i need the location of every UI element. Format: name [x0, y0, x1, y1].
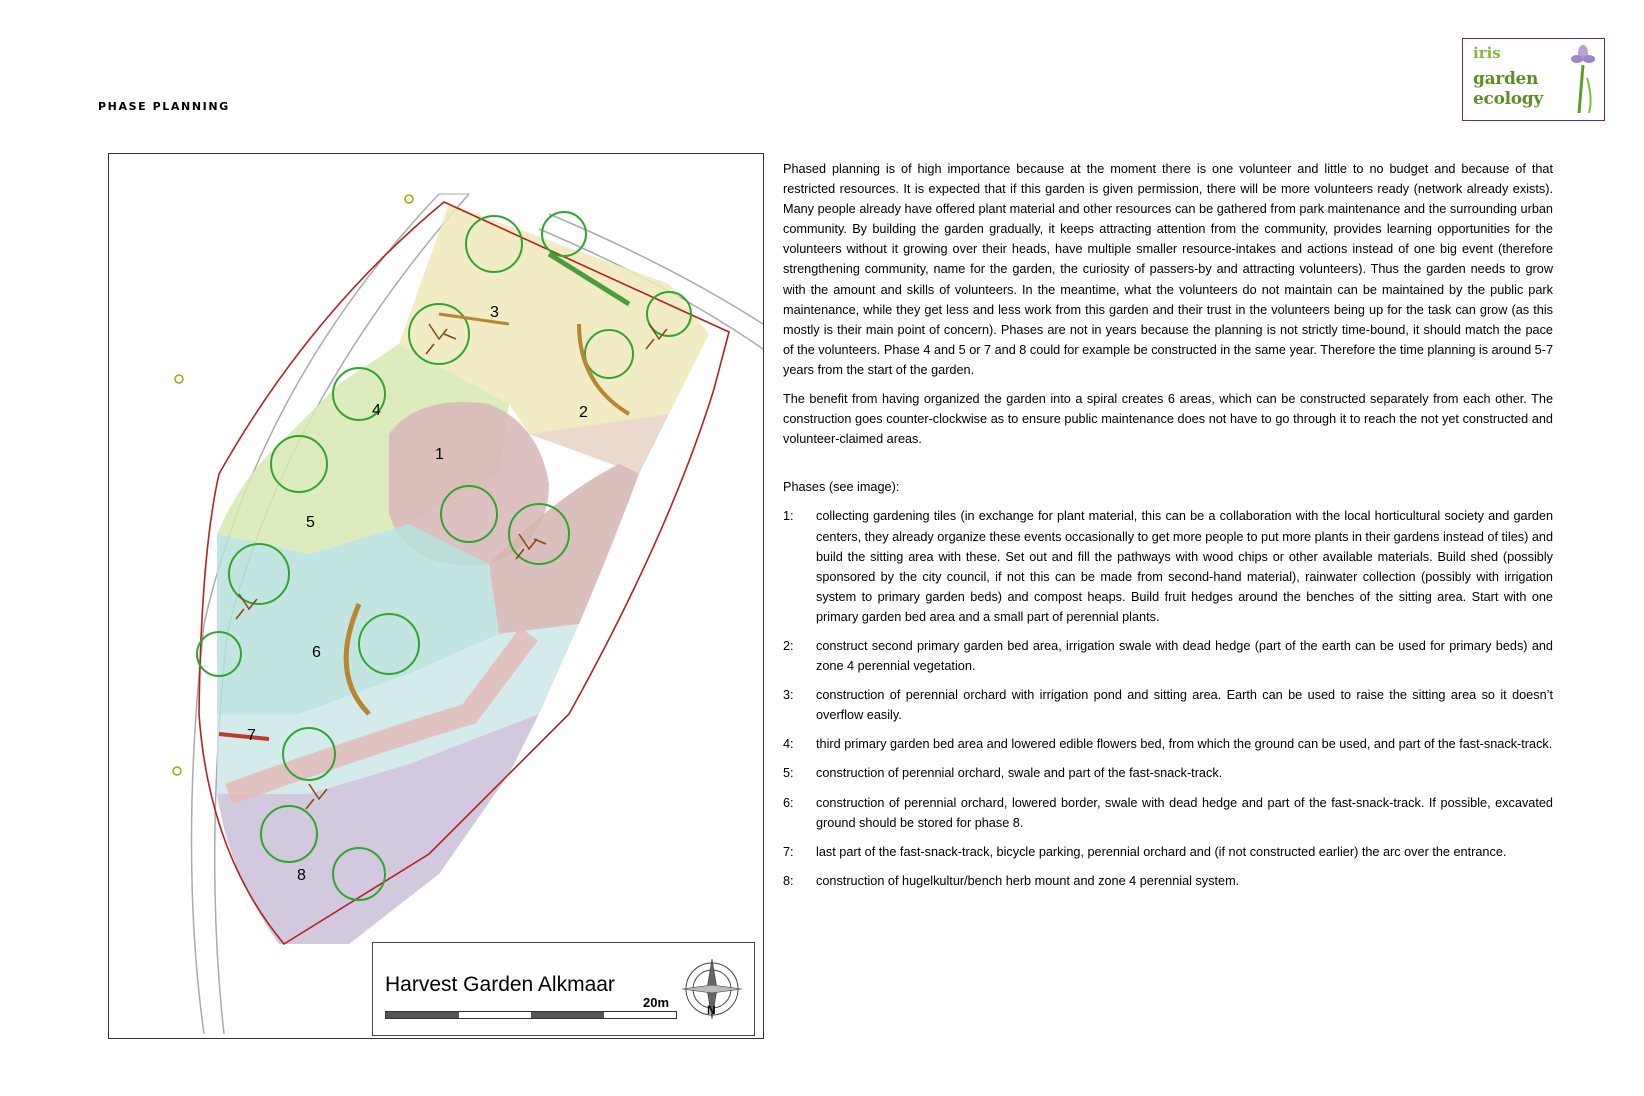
phase-item: [783, 763, 1553, 783]
phase-item: [783, 734, 1553, 754]
scale-bar: [385, 1011, 677, 1019]
page-header: PHASE PLANNING: [98, 100, 230, 113]
phase-number: 5:: [783, 766, 794, 781]
zone-label-6: 6: [312, 644, 321, 661]
garden-map: [108, 153, 764, 1039]
phase-description: collecting gardening tiles (in exchange for plant material, this can be a collaboration with the local horticultural society and garden centers, they already organize these events occasionally to get more people to put more plants in their gardens instead of tiles) and build the sitting area with these. Set out and fill the pathways with wood chips or other available materials. Build shed (possibly sponsored by the city council, if not this can be made from second-hand material), rainwater collection (possibly with irrigation system to primary garden beds) and compost heaps. Build fruit hedges around the benches of the sitting area. Start with one primary garden bed area and a small part of perennial plants.: [816, 509, 1554, 624]
iris-logo: [1462, 38, 1605, 121]
phase-item: [783, 685, 1553, 725]
phase-item: [783, 793, 1553, 833]
zone-label-5: 5: [306, 514, 315, 531]
phase-number: 7:: [783, 844, 794, 859]
phase-number: 8:: [783, 873, 794, 888]
phase-description: last part of the fast-snack-track, bicycle parking, perennial orchard and (if not constructed earlier) the arc over the entrance.: [816, 844, 1507, 859]
phase-description: construction of hugelkultur/bench herb mount and zone 4 perennial system.: [816, 873, 1240, 888]
phase-number: 2:: [783, 638, 794, 653]
phase-description: construction of perennial orchard with irrigation pond and sitting area. Earth can be used to raise the sitting area so it doesn’t overflow easily.: [816, 688, 1553, 723]
phase-number: 4:: [783, 737, 794, 752]
iris-flower-icon: [1569, 43, 1599, 113]
phase-number: 1:: [783, 509, 794, 524]
phase-item: [783, 636, 1553, 676]
north-label: N: [707, 1003, 716, 1017]
logo-iris-text: iris: [1473, 44, 1501, 62]
zone-label-7: 7: [247, 727, 256, 744]
garden-plan-drawing: [109, 154, 763, 1038]
logo-garden-ecology-text: garden ecology: [1473, 69, 1543, 109]
phase-description: third primary garden bed area and lowered edible flowers bed, from which the ground can be used, and part of the fast-snack-track.: [816, 737, 1553, 752]
intro-paragraph-2: The benefit from having organized the garden into a spiral creates 6 areas, which can be constructed separately from each other. The construction goes counter-clockwise as to ensure public maintenance does not have to go through it to reach the not yet constructed and volunteer-claimed areas.: [783, 392, 1553, 447]
phases-title: Phases (see image):: [783, 480, 900, 495]
zone-label-8: 8: [297, 867, 306, 884]
zone-label-2: 2: [579, 404, 588, 421]
phase-number: 3:: [783, 688, 794, 703]
phase-item: [783, 506, 1553, 627]
zone-label-3: 3: [490, 304, 499, 321]
phase-description: construction of perennial orchard, swale and part of the fast-snack-track.: [816, 766, 1223, 781]
map-title-box: [372, 942, 755, 1036]
map-title: Harvest Garden Alkmaar: [385, 973, 615, 996]
zone-label-1: 1: [435, 446, 444, 463]
intro-paragraph-1: Phased planning is of high importance because at the moment there is one volunteer and little to no budget and because of that restricted resources. It is expected that if this garden is given permission, there will be more volunteers ready (network already exists). Many people already have offered plant material and other resources can be gathered from park maintenance and the surrounding urban community. By building the garden gradually, it keeps attracting attention from the community, provides learning opportunities for the volunteers without it growing over their heads, have multiple smaller resource-intakes and actions instead of one big event (therefore strengthening community, name for the garden, the curiosity of passers-by and attracting volunteers). Thus the garden needs to grow with the amount and skills of volunteers. In the meantime, what the volunteers do not maintain can be maintained by the public park maintenance, while they get less and less work from this garden and their trust in the volunteers being up for the task can grow (as this mostly is their main point of concern). Phases are not in years because the planning is not strictly time-bound, it should match the pace of the volunteers. Phase 4 and 5 or 7 and 8 could for example be constructed in the same year. Therefore the time planning is around 5-7 years from the start of the garden.: [783, 162, 1553, 377]
phase-item: [783, 871, 1553, 891]
phase-number: 6:: [783, 795, 794, 810]
zone-label-4: 4: [372, 402, 381, 419]
phase-description: construction of perennial orchard, lowered border, swale with dead hedge and part of the fast-snack-track. If possible, excavated ground should be stored for phase 8.: [816, 795, 1553, 830]
scale-label: 20m: [643, 995, 670, 1010]
phase-item: [783, 842, 1553, 862]
phase-description: construct second primary garden bed area, irrigation swale with dead hedge (part of the earth can be used for primary beds) and zone 4 perennial vegetation.: [816, 638, 1553, 674]
description-text: [783, 159, 1553, 900]
